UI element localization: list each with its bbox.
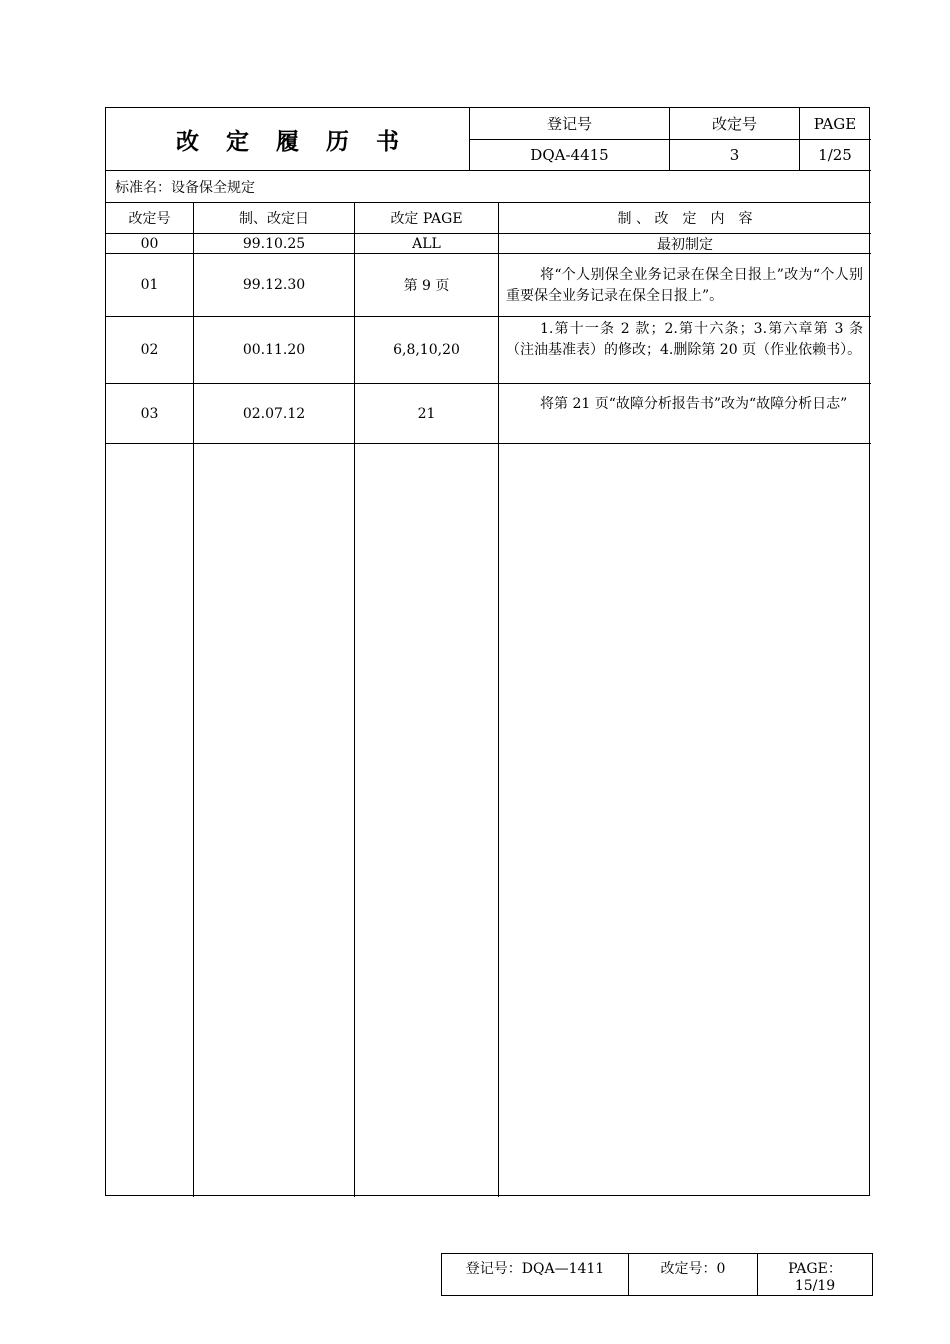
form-title: 改定履历书 xyxy=(176,127,426,155)
table-row-00-date: 99.10.25 xyxy=(242,235,306,252)
footer-page-value: 15/19 xyxy=(794,1278,836,1294)
page-label: PAGE xyxy=(813,114,857,133)
table-row-01-page: 第 9 页 xyxy=(403,278,450,294)
registration-number-value: DQA-4415 xyxy=(530,146,609,164)
revision-number-value: 3 xyxy=(729,146,740,164)
footer-info-box xyxy=(441,1253,873,1296)
footer-revision-number: 改定号：0 xyxy=(660,1261,726,1277)
revision-number-label: 改定号 xyxy=(711,115,757,133)
standard-name: 标准名：设备保全规定 xyxy=(115,179,255,196)
table-row-02-content: 1.第十一条 2 款；2.第十六条；3.第六章第 3 条（注油基准表）的修改；4.删除第 20 页（作业依赖书）。 xyxy=(506,321,863,358)
table-row-02-page: 6,8,10,20 xyxy=(393,342,460,358)
table-row-03-date: 02.07.12 xyxy=(242,405,306,422)
revision-history-form xyxy=(105,107,870,1196)
table-row-00-content: 最初制定 xyxy=(657,236,713,253)
table-row-00-no: 00 xyxy=(140,235,159,252)
column-header-revision-no: 改定号 xyxy=(128,211,171,227)
page-value: 1/25 xyxy=(818,146,852,164)
footer-registration-number: 登记号：DQA—1411 xyxy=(465,1261,605,1277)
table-row-02-no: 02 xyxy=(140,342,159,358)
table-row-03-page: 21 xyxy=(417,405,436,422)
registration-number-label: 登记号 xyxy=(546,115,592,133)
table-row-01-no: 01 xyxy=(140,277,159,293)
column-header-revision-date: 制、改定日 xyxy=(239,211,309,227)
table-row-03-content: 将第 21 页“故障分析报告书”改为“故障分析日志” xyxy=(540,396,848,412)
column-header-revision-page: 改定 PAGE xyxy=(390,211,463,227)
footer-page-label: PAGE： xyxy=(788,1261,842,1277)
table-row-02-date: 00.11.20 xyxy=(242,342,306,358)
table-row-03-no: 03 xyxy=(140,405,159,422)
table-row-01-date: 99.12.30 xyxy=(242,277,306,293)
table-row-01-content: 将“个人别保全业务记录在保全日报上”改为“个人别重要保全业务记录在保全日报上”。 xyxy=(506,267,863,304)
column-header-revision-content: 制 、 改 定 内 容 xyxy=(617,211,753,227)
table-row-00-page: ALL xyxy=(412,235,441,252)
